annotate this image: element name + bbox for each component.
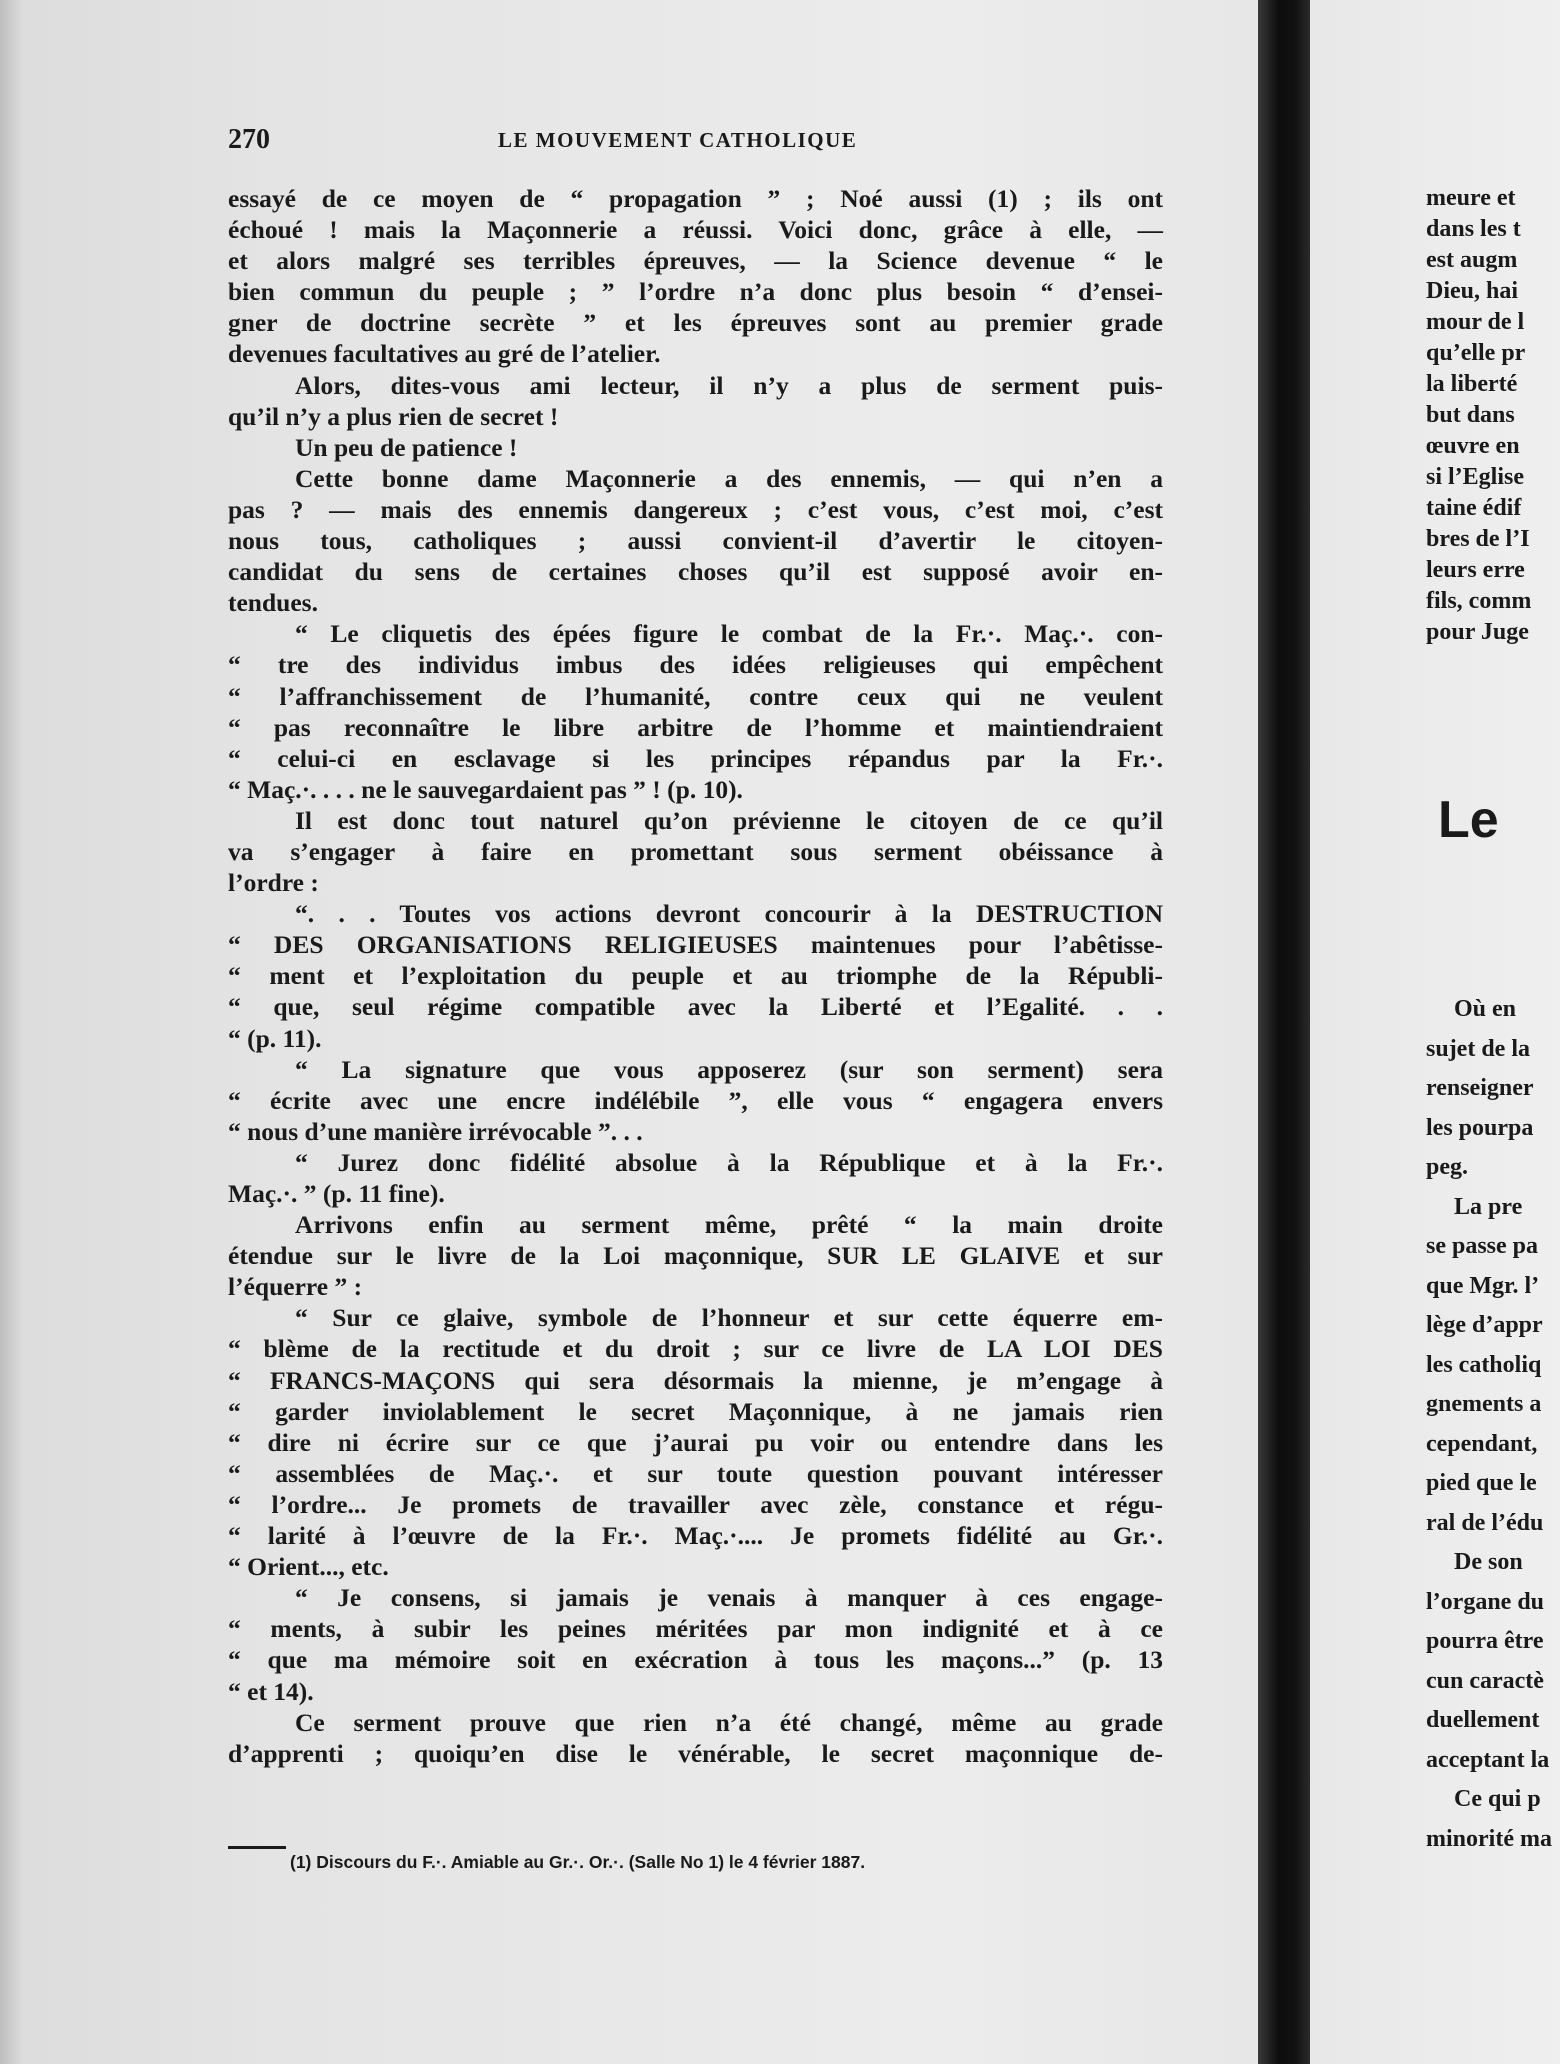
right-page-line: sujet de la [1426,1035,1530,1062]
right-page-line: pied que le [1426,1470,1537,1496]
text-line: “ ments, à subir les peines méritées par mon indignité et à ce [228,1614,1163,1644]
right-page-line: De son [1454,1549,1523,1575]
text-line: va s’engager à faire en promettant sous serment obéissance à [228,836,1163,866]
right-page-line: si l’Eglise [1426,464,1525,490]
right-page-line: Ce qui p [1454,1786,1541,1812]
text-line: “ La signature que vous apposerez (sur son serment) sera [295,1054,1163,1084]
text-line: tendues. [228,588,318,618]
right-page-line: lège d’appr [1426,1312,1543,1338]
text-line: Il est donc tout naturel qu’on prévienne le citoyen de ce qu’il [295,805,1163,835]
text-line: et alors malgré ses terribles épreuves, — la Science devenue “ le [228,246,1163,276]
right-page-line: œuvre en [1426,433,1520,459]
text-line: Alors, dites-vous ami lecteur, il n’y a plus de serment puis- [295,370,1163,400]
text-line: gner de doctrine secrète ” et les épreuves sont au premier grade [228,308,1163,338]
right-page-line: est augm [1426,247,1518,273]
right-page-line: cun caractè [1426,1667,1544,1694]
running-head: LE MOUVEMENT CATHOLIQUE [498,128,858,152]
right-page-line: renseigner [1426,1075,1534,1101]
footnote: (1) Discours du F.·. Amiable au Gr.·. Or.·. (Salle No 1) le 4 février 1887. [290,1852,866,1872]
text-line: étendue sur le livre de la Loi maçonnique, SUR LE GLAIVE et sur [228,1241,1163,1271]
right-page-line: qu’elle pr [1426,340,1526,366]
text-line: nous tous, catholiques ; aussi convient-il d’avertir le citoyen- [228,526,1163,556]
text-line: l’équerre ” : [228,1272,363,1302]
right-page-top-text [1426,183,1560,648]
text-line: “ FRANCS-MAÇONS qui sera désormais la mienne, je m’engage à [228,1365,1163,1395]
text-line: “ l’ordre... Je promets de travailler avec zèle, constance et régu- [228,1489,1163,1519]
text-line: “ larité à l’œuvre de la Fr.·. Maç.·.... Je promets fidélité au Gr.·. [228,1521,1163,1551]
left-page-body [228,183,1163,1769]
page-edge-shadow [0,0,24,2064]
right-page-line: les catholiq [1426,1351,1542,1378]
text-line: “ Orient..., etc. [228,1552,389,1582]
text-line: bien commun du peuple ; ” l’ordre n’a donc plus besoin “ d’ensei- [228,277,1163,307]
text-line: Arrivons enfin au serment même, prêté “ la main droite [295,1210,1163,1240]
text-line: “ Sur ce glaive, symbole de l’honneur et sur cette équerre em- [295,1303,1163,1333]
right-page-line: les pourpa [1426,1114,1534,1141]
text-line: “ tre des individus imbus des idées religieuses qui empêchent [228,650,1163,680]
text-line: “ Maç.·. . . . ne le sauvegardaient pas ” ! (p. 10). [228,774,743,804]
right-page-title: Le [1438,791,1499,849]
text-line: “ et 14). [228,1676,314,1706]
text-line: essayé de ce moyen de “ propagation ” ; Noé aussi (1) ; ils ont [228,184,1163,213]
text-line: pas ? — mais des ennemis dangereux ; c’est vous, c’est moi, c’est [228,494,1163,524]
right-page-line: Dieu, hai [1426,278,1519,304]
text-line: Un peu de patience ! [295,432,518,462]
book-gutter [1258,0,1310,2064]
text-line: Cette bonne dame Maçonnerie a des ennemis, — qui n’en a [295,463,1163,493]
right-page-line: se passe pa [1426,1233,1539,1259]
right-page-line: pourra être [1426,1628,1544,1654]
text-line: “ assemblées de Maç.·. et sur toute question pouvant intéresser [228,1458,1163,1488]
text-line: qu’il n’y a plus rien de secret ! [228,401,559,431]
text-line: “ écrite avec une encre indélébile ”, elle vous “ engagera envers [228,1085,1163,1115]
right-page-line: minorité ma [1426,1825,1552,1852]
text-line: “ que, seul régime compatible avec la Liberté et l’Egalité. . . [228,992,1163,1022]
text-line: “ celui-ci en esclavage si les principes répandus par la Fr.·. [228,743,1163,773]
right-page-line: duellement [1426,1707,1540,1733]
text-line: “ nous d’une manière irrévocable ”. . . [228,1116,643,1146]
text-line: “ l’affranchissement de l’humanité, contre ceux qui ne veulent [228,681,1163,711]
text-line: l’ordre : [228,868,319,898]
page-number: 270 [228,124,270,155]
page-header [228,124,1158,158]
text-line: Ce serment prouve que rien n’a été changé, même au grade [295,1707,1163,1737]
text-line: “ que ma mémoire soit en exécration à tous les maçons...” (p. 13 [228,1645,1163,1675]
text-line: “ Je consens, si jamais je venais à manquer à ces engage- [295,1583,1163,1613]
text-line: “ Jurez donc fidélité absolue à la République et à la Fr.·. [295,1147,1163,1177]
right-page-line: pour Juge [1426,619,1529,645]
text-line: “ Le cliquetis des épées figure le combat de la Fr.·. Maç.·. con- [295,619,1163,649]
right-page-line: La pre [1454,1193,1523,1220]
text-line: “ dire ni écrire sur ce que j’aurai pu voir ou entendre dans les [228,1427,1163,1457]
right-page-line: cependant, [1426,1430,1538,1457]
right-page-line: taine édif [1426,495,1522,521]
text-line: devenues facultatives au gré de l’atelier. [228,339,661,369]
right-page-line: meure et [1426,185,1516,211]
right-page-line: leurs erre [1426,557,1525,583]
right-page-line: acceptant la [1426,1746,1550,1773]
text-line: d’apprenti ; quoiqu’en dise le vénérable, le secret maçonnique de- [228,1738,1163,1768]
right-page-line: dans les t [1426,216,1521,242]
right-page-line: mour de l [1426,309,1525,335]
right-page-line: l’organe du [1426,1588,1545,1615]
right-page-line: Où en [1454,996,1517,1022]
text-line: “ ment et l’exploitation du peuple et au triomphe de la Républi- [228,961,1163,991]
right-page-line: fils, comm [1426,588,1532,614]
text-line: candidat du sens de certaines choses qu’il est supposé avoir en- [228,557,1163,587]
right-page-line: peg. [1426,1154,1468,1180]
right-page-line: gnements a [1426,1391,1542,1417]
right-page-line: que Mgr. l’ [1426,1272,1540,1299]
text-line: “ (p. 11). [228,1023,322,1053]
text-line: “ DES ORGANISATIONS RELIGIEUSES maintenues pour l’abêtisse- [228,930,1163,960]
text-line: “ pas reconnaître le libre arbitre de l’homme et maintiendraient [228,712,1163,742]
footnote-rule [228,1846,286,1849]
text-line: “. . . Toutes vos actions devront concourir à la DESTRUCTION [295,899,1163,929]
right-page-line: la liberté [1426,371,1518,397]
right-page-line: but dans [1426,402,1515,428]
text-line: “ garder inviolablement le secret Maçonnique, à ne jamais rien [228,1396,1163,1426]
right-page-bottom-text [1426,990,1560,1859]
right-page-line: bres de l’I [1426,526,1530,552]
text-line: “ blème de la rectitude et du droit ; sur ce livre de LA LOI DES [228,1334,1163,1364]
text-line: Maç.·. ” (p. 11 fine). [228,1179,445,1208]
right-page-line: ral de l’édu [1426,1509,1544,1536]
text-line: échoué ! mais la Maçonnerie a réussi. Voici donc, grâce à elle, — [228,215,1163,245]
